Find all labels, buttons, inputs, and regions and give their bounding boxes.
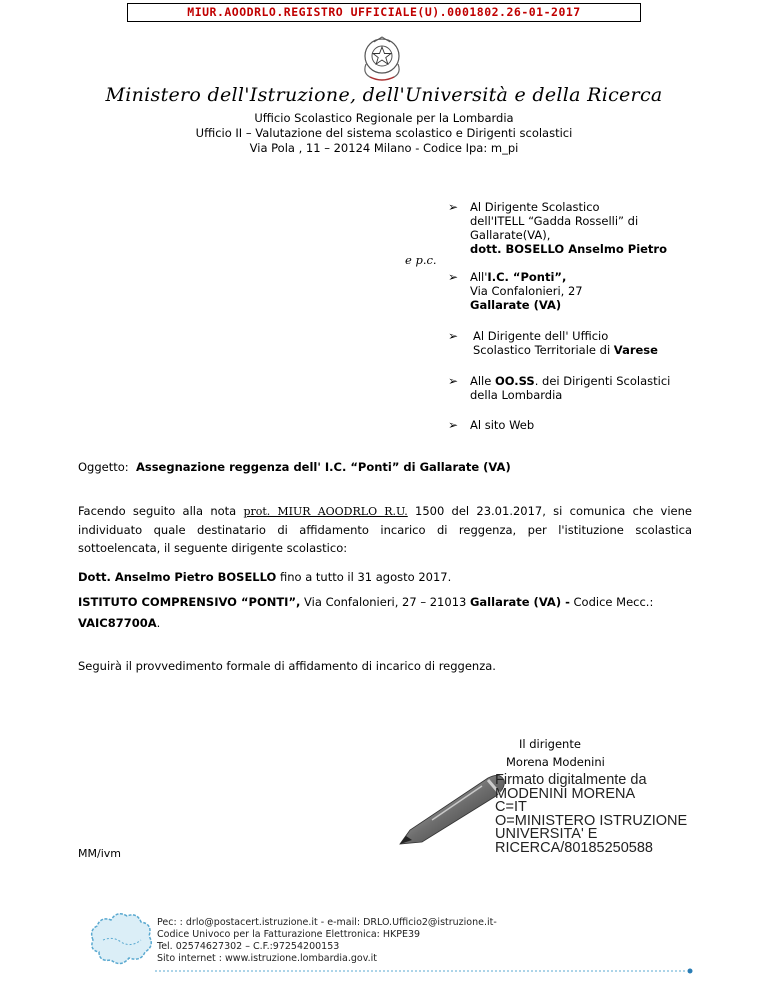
school-address: Via Confalonieri, 27 – 21013 — [300, 595, 470, 609]
recipient-2 — [448, 270, 583, 312]
recipient-2-city: Gallarate (VA) — [470, 298, 562, 312]
body-paragraph-5: Seguirà il provvedimento formale di affidamento di incarico di reggenza. — [78, 659, 496, 673]
mecc-code-label: Codice Mecc.: — [569, 595, 654, 609]
subject-label: Oggetto: — [78, 460, 129, 474]
protocol-stamp: MIUR.AOODRLO.REGISTRO UFFICIALE(U).0001802.26-01-2017 — [127, 3, 641, 22]
footer-pec: Pec: : drlo@postacert.istruzione.it - e-mail: DRLO.Ufficio2@istruzione.it- — [157, 917, 497, 928]
body-p1-end: 1500 del 23.01.2017, si comunica che viene individuato quale destinatario di affidamento incarico di reggenza, per l'istituzione scolastica sottoelencata, il seguente dirigente scolastico: — [78, 504, 692, 555]
mecc-code-end: . — [156, 616, 161, 630]
italian-emblem-icon — [360, 34, 404, 82]
digital-line-4: O=MINISTERO ISTRUZIONE — [495, 812, 688, 829]
body-p1-start: Facendo seguito alla nota — [78, 504, 244, 518]
recipient-5-line: Al sito Web — [470, 418, 535, 432]
digital-line-5: UNIVERSITA' E — [495, 826, 598, 842]
body-paragraph-4 — [78, 614, 692, 632]
footer-website: Sito internet : www.istruzione.lombardia.gov.it — [157, 953, 377, 964]
arrow-bullet-icon: ➢ — [448, 270, 459, 284]
header-line-3: Via Pola , 11 – 20124 Milano - Codice Ipa: m_pi — [249, 141, 519, 155]
arrow-bullet-icon: ➢ — [448, 418, 459, 432]
recipient-4-suffix: . dei Dirigenti Scolastici — [534, 374, 671, 388]
recipient-4-unions: OO.SS — [495, 374, 535, 388]
body-paragraph-3 — [78, 593, 692, 611]
recipient-2-address: Via Confalonieri, 27 — [470, 284, 583, 298]
arrow-bullet-icon: ➢ — [448, 200, 459, 214]
digital-line-3: C=IT — [495, 799, 527, 815]
recipient-2-school: I.C. “Ponti”, — [487, 270, 567, 284]
footer-contacts — [157, 917, 497, 965]
recipient-4-line-2: della Lombardia — [470, 388, 563, 402]
recipient-1-line-2: dell'ITELL “Gadda Rosselli” di — [470, 214, 639, 228]
recipient-4 — [448, 374, 671, 402]
body-paragraph-1 — [78, 502, 692, 557]
subject-line — [78, 458, 692, 476]
recipient-1-line-3: Gallarate(VA), — [470, 228, 551, 242]
recipient-1 — [448, 200, 668, 256]
recipient-5 — [448, 418, 535, 432]
lombardy-map-icon — [83, 900, 163, 975]
digital-signature — [495, 774, 687, 855]
header-line-2: Ufficio II – Valutazione del sistema scolastico e Dirigenti scolastici — [195, 126, 573, 140]
school-name: ISTITUTO COMPRENSIVO “PONTI”, — [78, 595, 301, 609]
signature-role: Il dirigente — [519, 737, 581, 751]
footer-code: Codice Univoco per la Fatturazione Elettronica: HKPE39 — [157, 929, 421, 940]
recipient-1-line-1: Al Dirigente Scolastico — [470, 200, 600, 214]
footer-divider — [155, 968, 695, 974]
digital-line-1: Firmato digitalmente da — [495, 772, 647, 788]
signature-name: Morena Modenini — [506, 755, 605, 769]
director-name: Dott. Anselmo Pietro BOSELLO — [78, 570, 277, 584]
mecc-code: VAIC87700A — [78, 616, 157, 630]
epc-label: e p.c. — [405, 253, 437, 267]
arrow-bullet-icon: ➢ — [448, 329, 459, 343]
recipient-3-line-1: Al Dirigente dell' Ufficio — [473, 329, 609, 343]
recipient-3-line-2: Scolastico Territoriale di — [473, 343, 614, 357]
school-city: Gallarate (VA) - — [469, 595, 570, 609]
subject-text: Assegnazione reggenza dell' I.C. “Ponti” di Gallarate (VA) — [135, 460, 511, 474]
arrow-bullet-icon: ➢ — [448, 374, 459, 388]
recipient-4-prefix: Alle — [470, 374, 495, 388]
recipient-3 — [448, 329, 658, 357]
header-line-1: Ufficio Scolastico Regionale per la Lombardia — [254, 111, 514, 125]
digital-line-6: RICERCA/80185250588 — [495, 839, 653, 856]
footer-phone: Tel. 02574627302 – C.F.:97254200153 — [157, 941, 340, 952]
recipient-1-line-4: dott. BOSELLO Anselmo Pietro — [470, 242, 668, 256]
ministry-title: Ministero dell'Istruzione, dell'Università e della Ricerca — [105, 84, 663, 106]
digital-line-2: MODENINI MORENA — [495, 785, 636, 802]
recipient-2-prefix: All' — [470, 270, 488, 284]
term-text: fino a tutto il 31 agosto 2017. — [276, 570, 452, 584]
initials: MM/ivm — [78, 847, 121, 860]
protocol-reference: prot. MIUR AOODRLO R.U. — [243, 505, 408, 518]
body-paragraph-2 — [78, 568, 692, 586]
recipient-3-province: Varese — [613, 343, 658, 357]
